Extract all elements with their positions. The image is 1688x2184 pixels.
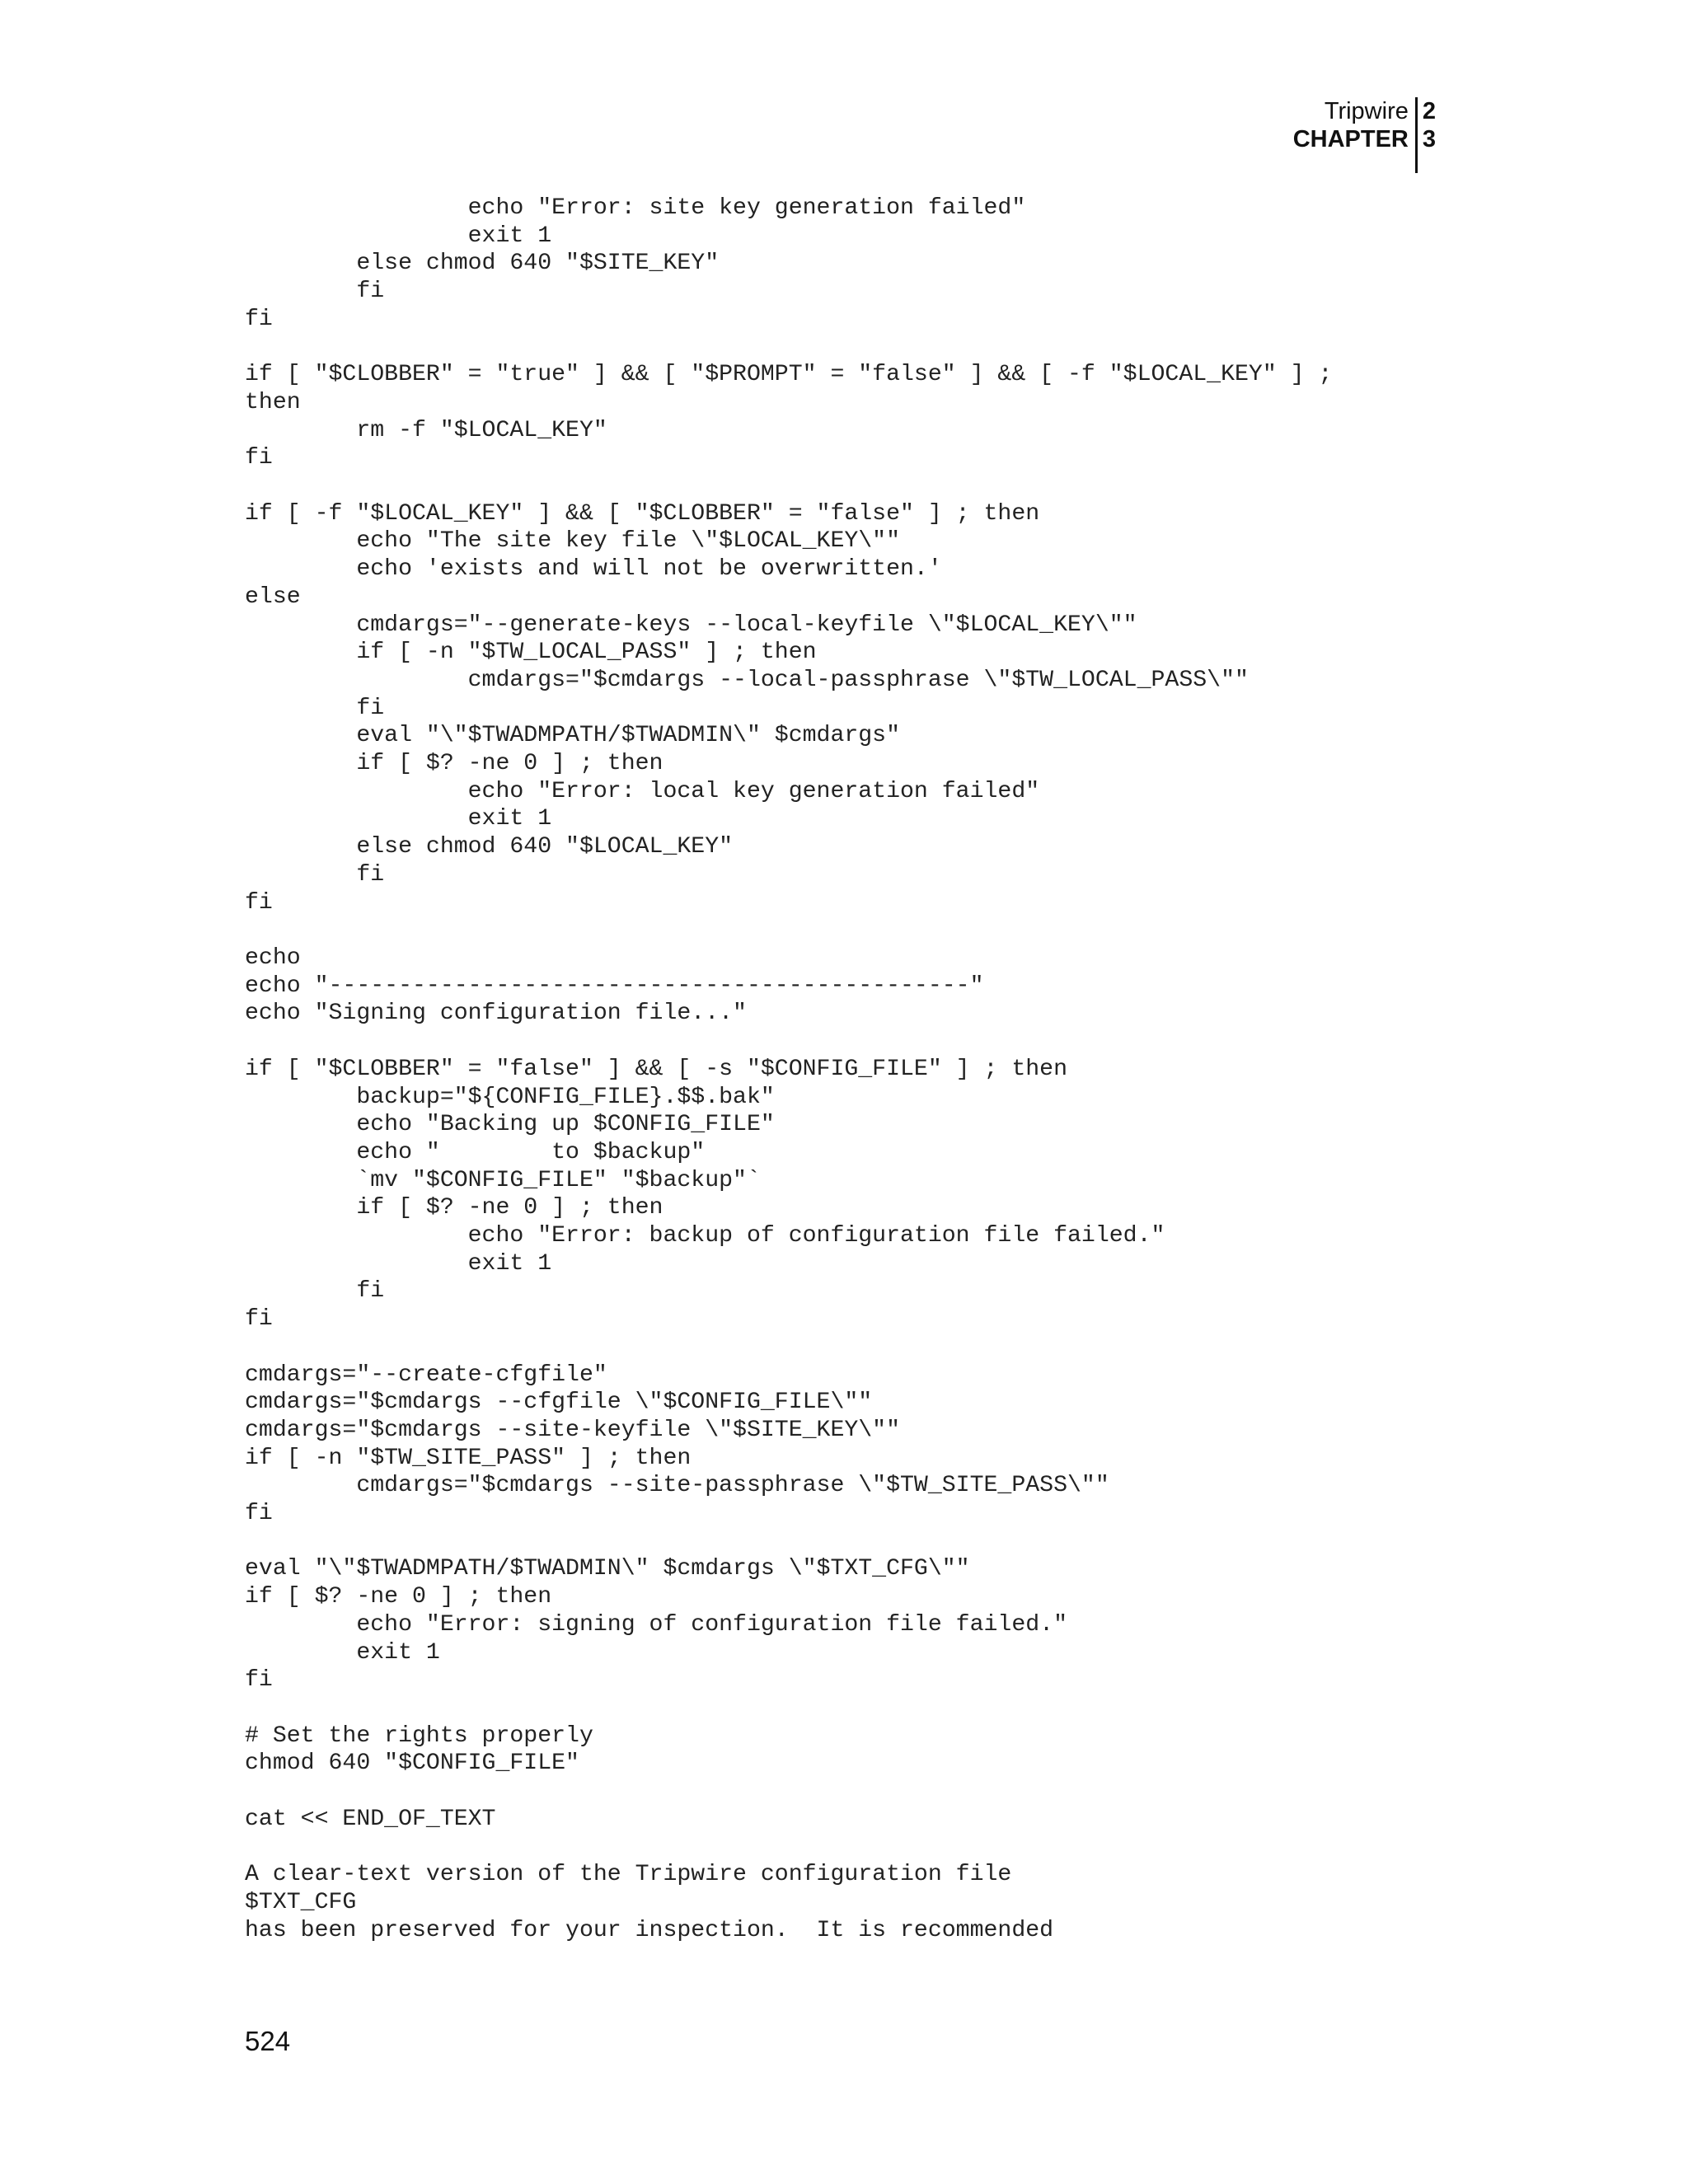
code-line: $TXT_CFG (245, 1889, 357, 1915)
code-line: # Set the rights properly (245, 1722, 593, 1749)
part-number: 2 (1422, 98, 1436, 124)
code-line: A clear-text version of the Tripwire configuration file (245, 1862, 1012, 1888)
code-line: fi (245, 889, 273, 916)
running-header (1293, 97, 1436, 173)
code-line: fi (245, 445, 273, 471)
code-line: fi (245, 1501, 273, 1527)
code-line: eval "\"$TWADMPATH/$TWADMIN\" $cmdargs" (245, 723, 901, 749)
code-line: echo 'exists and will not be overwritten.' (245, 556, 942, 583)
book-title: Tripwire (1324, 98, 1409, 124)
code-line: echo "Error: signing of configuration file failed." (245, 1611, 1067, 1638)
code-line: echo "Signing configuration file..." (245, 1001, 747, 1027)
code-line: else chmod 640 "$LOCAL_KEY" (245, 834, 734, 860)
code-line: fi (245, 1278, 385, 1305)
chapter-label: CHAPTER (1292, 126, 1409, 152)
code-line: if [ -n "$TW_SITE_PASS" ] ; then (245, 1445, 692, 1471)
code-line: if [ $? -ne 0 ] ; then (245, 751, 663, 777)
code-line: exit 1 (245, 1250, 552, 1277)
code-line: if [ "$CLOBBER" = "false" ] && [ -s "$CONFIG_FILE" ] ; then (245, 1056, 1067, 1082)
code-line: has been preserved for your inspection. It is recommended (245, 1917, 1054, 1943)
code-line: cat << END_OF_TEXT (245, 1806, 496, 1832)
code-line: `mv "$CONFIG_FILE" "$backup"` (245, 1167, 761, 1193)
code-line: cmdargs="--generate-keys --local-keyfile \"$LOCAL_KEY\"" (245, 612, 1137, 638)
code-line: fi (245, 695, 385, 721)
code-line: fi (245, 306, 273, 332)
code-line: echo "Error: backup of configuration file failed." (245, 1223, 1165, 1249)
code-line: cmdargs="--create-cfgfile" (245, 1361, 607, 1388)
code-line: if [ -f "$LOCAL_KEY" ] && [ "$CLOBBER" = "false" ] ; then (245, 500, 1040, 527)
code-line: echo "The site key file \"$LOCAL_KEY\"" (245, 528, 901, 555)
code-line: fi (245, 861, 385, 888)
chapter-number: 3 (1422, 126, 1436, 152)
code-line: chmod 640 "$CONFIG_FILE" (245, 1750, 579, 1777)
code-line: else chmod 640 "$SITE_KEY" (245, 251, 720, 277)
header-labels (1293, 97, 1415, 173)
code-line: exit 1 (245, 223, 552, 249)
code-line: echo (245, 944, 301, 971)
code-line: exit 1 (245, 1639, 440, 1666)
code-line: then (245, 389, 301, 415)
code-line: backup="${CONFIG_FILE}.$$.bak" (245, 1084, 775, 1110)
code-line: rm -f "$LOCAL_KEY" (245, 417, 607, 443)
code-line: else (245, 583, 301, 610)
code-line: cmdargs="$cmdargs --site-passphrase \"$TW_SITE_PASS\"" (245, 1473, 1109, 1499)
code-line: echo "Backing up $CONFIG_FILE" (245, 1112, 775, 1138)
code-line: echo "Error: local key generation failed" (245, 778, 1040, 804)
code-line: cmdargs="$cmdargs --site-keyfile \"$SITE_KEY\"" (245, 1417, 901, 1443)
header-numbers (1418, 97, 1436, 173)
code-line: if [ $? -ne 0 ] ; then (245, 1195, 663, 1221)
page-number: 524 (245, 2026, 291, 2056)
code-line: fi (245, 1667, 273, 1694)
code-line: fi (245, 1306, 273, 1333)
code-line: if [ "$CLOBBER" = "true" ] && [ "$PROMPT" = "false" ] && [ -f "$LOCAL_KEY" ] ; (245, 362, 1333, 388)
code-line: echo "----------------------------------------------" (245, 972, 984, 999)
code-line: eval "\"$TWADMPATH/$TWADMIN\" $cmdargs \"$TXT_CFG\"" (245, 1556, 970, 1582)
code-listing (245, 194, 1332, 1944)
code-line: exit 1 (245, 806, 552, 832)
code-line: if [ $? -ne 0 ] ; then (245, 1584, 552, 1610)
code-line: if [ -n "$TW_LOCAL_PASS" ] ; then (245, 640, 817, 666)
code-line: echo " to $backup" (245, 1139, 706, 1165)
code-line: cmdargs="$cmdargs --local-passphrase \"$TW_LOCAL_PASS\"" (245, 667, 1249, 693)
code-line: echo "Error: site key generation failed" (245, 195, 1026, 221)
code-line: cmdargs="$cmdargs --cfgfile \"$CONFIG_FILE\"" (245, 1390, 873, 1416)
code-line: fi (245, 279, 385, 305)
